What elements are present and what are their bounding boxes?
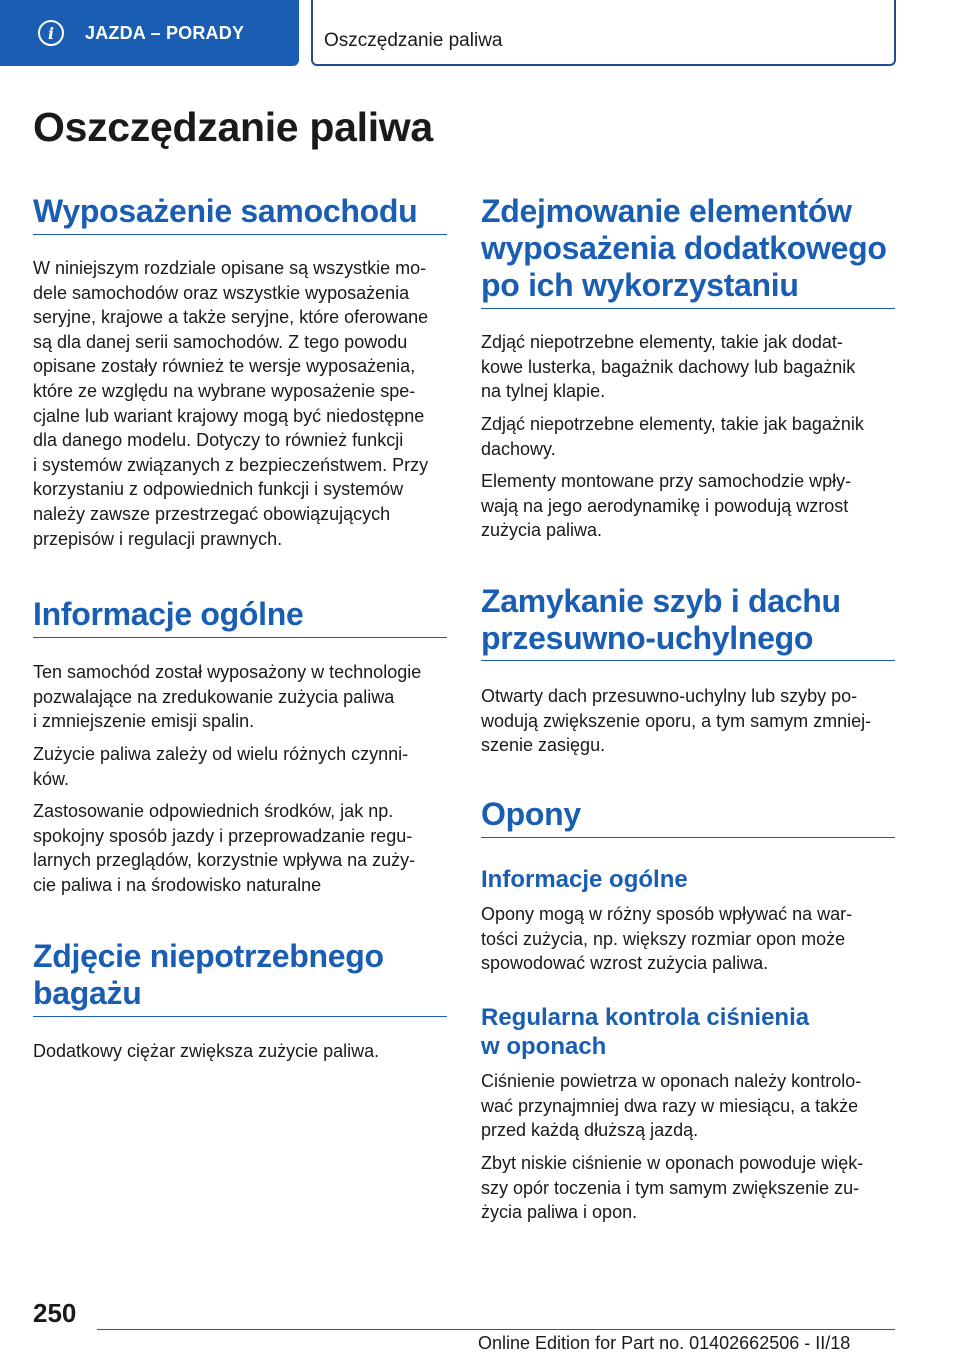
paragraph-zdjac-1: Zdjąć niepotrzebne elementy, takie jak dodat‐ kowe lusterka, bagażnik dachowy lub bagażnik na tylnej klapie. [481, 332, 856, 402]
paragraph-technologie: Ten samochód został wyposażony w technologie pozwalające na zredukowanie zużycia paliwa i zmniejszenie emisji spalin. [33, 662, 422, 732]
footer-rule [97, 1329, 895, 1330]
heading-zdjecie-bagazu: Zdjęcie niepotrzebnego bagażu [33, 938, 384, 1011]
section-label: JAZDA – PORADY [85, 22, 245, 43]
heading-rule [481, 660, 895, 661]
paragraph-cisnienie-1: Ciśnienie powietrza w oponach należy kontrolo‐ wać przynajmniej dwa razy w miesiącu, a także przed każdą dłuższą jazdą. [481, 1071, 862, 1141]
heading-zamykanie: Zamykanie szyb i dachu przesuwno-uchylnego [481, 583, 841, 656]
paragraph-dach: Otwarty dach przesuwno-uchylny lub szyby po‐ wodują zwiększenie oporu, a tym samym zmniej‐ szenie zasięgu. [481, 686, 872, 756]
paragraph-cisnienie-2: Zbyt niskie ciśnienie w oponach powoduje więk‐ szy opór toczenia i tym samym zwiększenie zu‐ życia paliwa i opon. [481, 1153, 864, 1223]
heading-rule [33, 234, 447, 235]
heading-wyposazenie: Wyposażenie samochodu [33, 193, 418, 229]
header-page-title: Oszczędzanie paliwa [324, 30, 503, 51]
subheading-kontrola-cisnienia: Regularna kontrola ciśnienia w oponach [481, 1004, 810, 1060]
section-tab[interactable] [0, 0, 299, 66]
paragraph-wyposazenie: W niniejszym rozdziale opisane są wszystkie mo‐ dele samochodów oraz wszystkie wyposażenia seryjne, krajowe a także seryjne, które oferowane są dla danej serii samochodów. Z tego powodu opisane zostały również te wersje wyposażenia, które ze względu na wybrane wyposażenie spe‐ cjalne lub wariant krajowy mogą być niedostępne dla danego modelu. Dotyczy to również funkcji i systemów związanych z bezpieczeństwem. Przy korzystaniu z odpowiednich funkcji i systemów należy zawsze przestrzegać obowiązujących przepisów i regulacji prawnych. [33, 258, 429, 549]
info-icon: i [38, 20, 64, 46]
heading-informacje-ogolne: Informacje ogólne [33, 596, 304, 632]
heading-rule [33, 1016, 447, 1017]
edition-text: Online Edition for Part no. 01402662506 - II/18 [478, 1333, 851, 1353]
paragraph-opony: Opony mogą w różny sposób wpływać na war‐ tości zużycia, np. większy rozmiar opon może spowodować wzrost zużycia paliwa. [481, 904, 853, 974]
paragraph-zuzycie: Zużycie paliwa zależy od wielu różnych czynni‐ ków. [33, 744, 409, 789]
paragraph-ciezar: Dodatkowy ciężar zwiększa zużycie paliwa. [33, 1041, 380, 1061]
page-title: Oszczędzanie paliwa [33, 104, 433, 150]
heading-rule [481, 308, 895, 309]
heading-rule [33, 637, 447, 638]
heading-zdejmowanie: Zdejmowanie elementów wyposażenia dodatkowego po ich wykorzystaniu [481, 193, 887, 303]
paragraph-zastosowanie: Zastosowanie odpowiednich środków, jak np. spokojny sposób jazdy i przeprowadzanie regu‐ larnych przeglądów, korzystnie wpływa na zuży‐ cie paliwa i na środowisko naturalne [33, 801, 416, 895]
paragraph-zdjac-2: Zdjąć niepotrzebne elementy, takie jak bagażnik dachowy. [481, 414, 864, 459]
heading-opony: Opony [481, 796, 581, 832]
paragraph-elementy: Elementy montowane przy samochodzie wpły‐ wają na jego aerodynamikę i powodują wzrost zużycia paliwa. [481, 471, 852, 541]
subheading-informacje-ogolne: Informacje ogólne [481, 866, 688, 893]
page-number: 250 [33, 1298, 77, 1328]
heading-rule [481, 837, 895, 838]
